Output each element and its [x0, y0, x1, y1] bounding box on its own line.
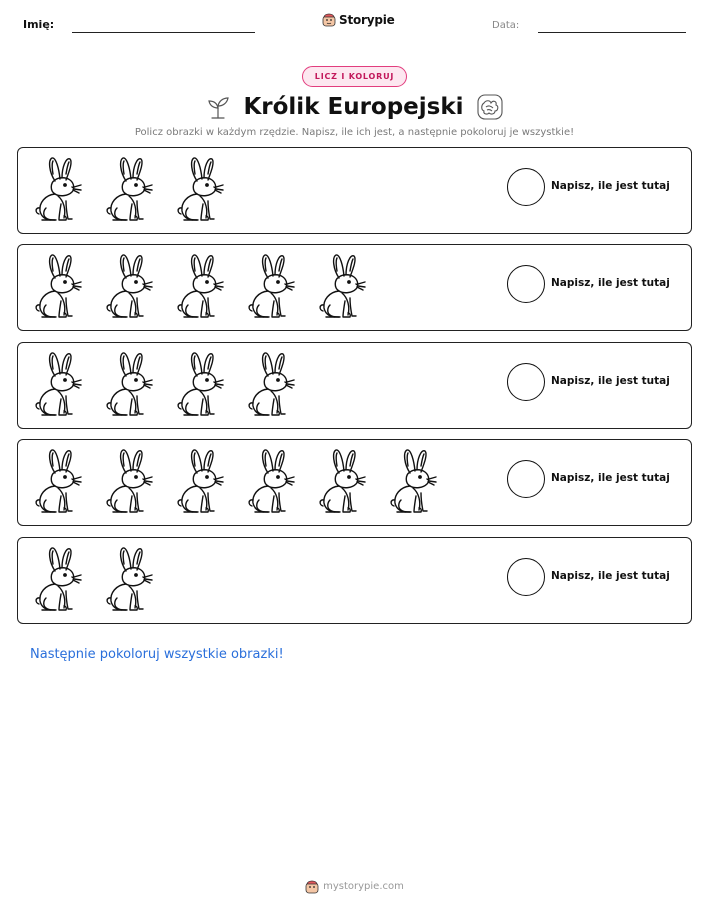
counting-row — [17, 439, 692, 526]
name-label: Imię: — [23, 18, 55, 31]
answer-circle[interactable] — [507, 265, 545, 303]
answer-label: Napisz, ile jest tutaj — [551, 277, 670, 289]
rabbit-icon[interactable] — [170, 154, 234, 224]
rabbit-icon[interactable] — [99, 251, 163, 321]
storypie-logo-icon — [305, 879, 319, 894]
title-row — [0, 90, 709, 124]
rabbit-group — [28, 154, 234, 224]
rabbit-icon[interactable] — [312, 446, 376, 516]
footer-brand — [0, 879, 709, 894]
rabbit-group — [28, 446, 447, 516]
brand — [322, 12, 395, 27]
counting-row — [17, 342, 692, 429]
rabbit-icon[interactable] — [241, 446, 305, 516]
sprout-icon — [205, 94, 231, 120]
answer-circle[interactable] — [507, 460, 545, 498]
footer-url: mystorypie.com — [323, 881, 404, 892]
date-label: Data: — [492, 20, 520, 31]
rabbit-icon[interactable] — [99, 446, 163, 516]
rabbit-icon[interactable] — [99, 154, 163, 224]
worksheet-header — [0, 0, 709, 50]
answer-label: Napisz, ile jest tutaj — [551, 570, 670, 582]
rabbit-icon[interactable] — [99, 544, 163, 614]
answer-circle[interactable] — [507, 363, 545, 401]
rabbit-icon[interactable] — [383, 446, 447, 516]
rabbit-icon[interactable] — [28, 251, 92, 321]
instructions: Policz obrazki w każdym rzędzie. Napisz, ile ich jest, a następnie pokoloruj je wszystkie! — [134, 127, 575, 138]
counting-row — [17, 537, 692, 624]
rabbit-icon[interactable] — [312, 251, 376, 321]
rabbit-icon[interactable] — [28, 349, 92, 419]
date-input-line[interactable] — [538, 32, 686, 33]
counting-row — [17, 244, 692, 331]
rabbit-icon[interactable] — [28, 544, 92, 614]
rabbit-group — [28, 349, 305, 419]
page-title: Królik Europejski — [243, 94, 464, 120]
storypie-logo-icon — [322, 12, 336, 27]
name-input-line[interactable] — [72, 32, 255, 33]
rabbit-icon[interactable] — [28, 154, 92, 224]
answer-label: Napisz, ile jest tutaj — [551, 375, 670, 387]
leaves-badge-icon — [476, 93, 504, 121]
coloring-instruction: Następnie pokoloruj wszystkie obrazki! — [30, 647, 284, 662]
answer-label: Napisz, ile jest tutaj — [551, 180, 670, 192]
brand-name: Storypie — [339, 12, 395, 27]
rabbit-icon[interactable] — [170, 446, 234, 516]
rabbit-icon[interactable] — [99, 349, 163, 419]
rabbit-icon[interactable] — [241, 349, 305, 419]
rabbit-icon[interactable] — [28, 446, 92, 516]
answer-circle[interactable] — [507, 168, 545, 206]
rabbit-icon[interactable] — [241, 251, 305, 321]
rabbit-icon[interactable] — [170, 349, 234, 419]
rabbit-icon[interactable] — [170, 251, 234, 321]
rabbit-group — [28, 251, 376, 321]
answer-label: Napisz, ile jest tutaj — [551, 472, 670, 484]
answer-circle[interactable] — [507, 558, 545, 596]
activity-tag: LICZ I KOLORUJ — [302, 66, 407, 87]
rabbit-group — [28, 544, 163, 614]
counting-row — [17, 147, 692, 234]
